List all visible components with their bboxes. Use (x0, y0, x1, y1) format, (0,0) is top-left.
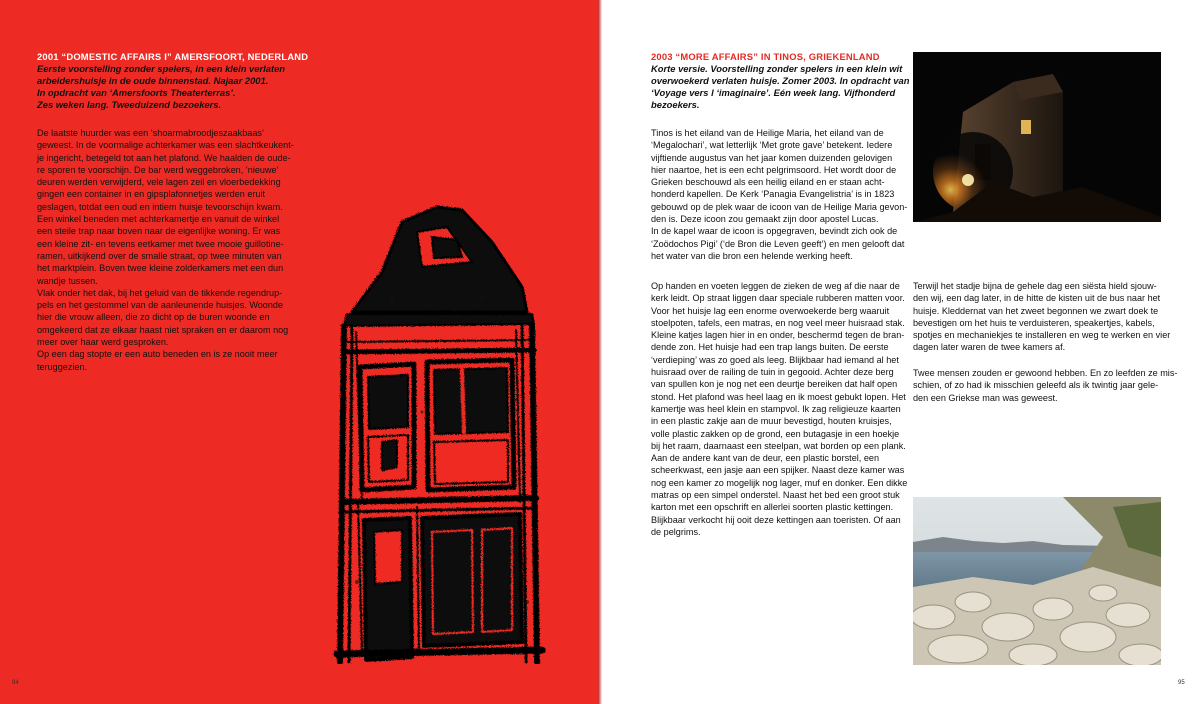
subtitle-line: arbeidershuisje in de oude binnenstad. Najaar 2001. (37, 75, 269, 86)
house-sketch-illustration (322, 202, 554, 664)
night-house-photo (913, 52, 1161, 222)
body-line: Aan de andere kant van de deur, een plastic borstel, een (651, 453, 880, 464)
body-line: vijftiende augustus van het jaar komen duizenden gelovigen (651, 152, 893, 163)
subtitle-line: overwoekerd verlaten huisje. Zomer 2003. In opdracht van (651, 75, 910, 86)
body-line: karton met een opschrift en allerlei soorten plastic kettingen. (651, 502, 894, 513)
body-line: meer over haar werd gesproken. (37, 337, 169, 348)
subtitle-line: bezoekers. (651, 99, 700, 110)
body-line: gingen een container in en gipsplafonnetjes werden eruit (37, 189, 266, 200)
left-subtitle (37, 63, 285, 111)
body-line: Terwijl het stadje bijna de gehele dag een siësta hield sjouw- (913, 281, 1157, 291)
body-line: je ingericht, betegeld tot aan het plafond. We haalden de oude- (37, 152, 291, 163)
body-line: kamertje was heel klein en stampvol. Ik zag religieuze kaarten (651, 403, 901, 414)
subtitle-line: Korte versie. Voorstelling zonder spelers in een klein wit (651, 63, 903, 74)
rocky-coast-photo-graphic (913, 497, 1161, 665)
body-line: den een Griekse man was geweest. (913, 392, 1058, 403)
body-line: Grieken beschouwd als een heilig eiland en er staan acht- (651, 177, 885, 188)
left-body-text (37, 127, 294, 373)
subtitle-line: In opdracht van ‘Amersfoorts Theaterterras’. (37, 87, 236, 98)
body-line: De laatste huurder was een ‘shoarmabroodjeszaakbaas’ (37, 128, 264, 138)
body-line: Kleine katjes lagen hier in en onder, beschermd tegen de bran- (651, 330, 905, 341)
body-line: re sporen te voorschijn. De bar werd weggebroken, ‘nieuwe’ (37, 164, 279, 175)
body-line: omgekeerd dat ze elkaar haast niet spraken en er daarom nog (37, 324, 289, 335)
body-line: huisje. Kleddernat van het zweet begonnen we zwart doek te (913, 305, 1159, 316)
left-heading: 2001 “DOMESTIC AFFAIRS I” AMERSFOORT, NEDERLAND (37, 51, 309, 62)
body-line: stond. Het plafond was heel laag en ik moest gebukt lopen. Het (651, 391, 906, 402)
body-line: ‘Zoödochos Pigi’ (‘de Bron die Leven geeft’) en men gelooft dat (651, 238, 905, 249)
subtitle-line: Eerste voorstelling zonder spelers, in een klein verlaten (37, 63, 286, 74)
body-line: Op een dag stopte er een auto beneden en is ze nooit meer (37, 349, 278, 360)
body-line: stoelpoten, tafels, een matras, en nog veel meer huisraad stak. (651, 317, 905, 328)
body-line: Blijkbaar verkocht hij ooit deze kettingen aan toeristen. Of aan (651, 514, 901, 525)
body-line: geslagen, totdat een oud en intiem huisje tevoorschijn kwam. (37, 201, 283, 212)
body-line: honderd kapellen. De Kerk ‘Panagia Evangelistria’ is in 1823 (651, 189, 895, 200)
right-heading: 2003 “MORE AFFAIRS” IN TINOS, GRIEKENLAND (651, 51, 880, 62)
body-line: in een plastic zakje aan de muur bevestigd, houten kruisjes, (651, 416, 892, 427)
body-line: hier die vrouw alleen, die zo dicht op de buren woonde en (37, 312, 270, 323)
body-line: van spullen kon je nog net een deurtje bereiken dat half open (651, 379, 898, 390)
body-line: schien, of zo had ik misschien geleefd als ik twintig jaar gele- (913, 380, 1159, 391)
body-line: teruggezien. (37, 361, 88, 372)
body-line: Twee mensen zouden er gewoond hebben. En zo leefden ze mis- (913, 368, 1178, 378)
body-line: pels en het gestommel van de aanleunende huisjes. Woonde (37, 300, 284, 311)
page-number-left: 94 (12, 680, 19, 686)
body-line: Op handen en voeten leggen de zieken de weg af die naar de (651, 281, 900, 291)
right-body-text-2 (651, 280, 907, 538)
body-line: nog een kamer zo mogelijk nog lager, muf en donker. Een dikke (651, 477, 908, 488)
body-line: het marktplein. Boven twee kleine zolderkamers met een dun (37, 263, 284, 274)
body-line: Vlak onder het dak, bij het geluid van de tikkende regendrup- (37, 287, 283, 298)
rocky-coast-photo (913, 497, 1161, 665)
body-line: de pelgrims. (651, 526, 701, 537)
body-line: den wij, een dag later, in de hitte de kisten uit de bus naar het (913, 293, 1161, 304)
body-line: huisraad over de railing de tuin in gegooid. Achter deze berg (651, 367, 894, 378)
body-line: hier naartoe, het is een echt pelgrimsoord. Het wordt door de (651, 164, 897, 175)
body-line: matras op een simpel onderstel. Naast het bed een groot stuk (651, 490, 900, 501)
subtitle-line: Zes weken lang. Tweeduizend bezoekers. (37, 99, 222, 110)
body-line: gebouwd op de plek waar de icoon van de Heilige Maria gevon- (651, 201, 908, 212)
body-line: ramen, uitkijkend over de smalle straat, op twee minuten van (37, 250, 282, 261)
body-line: Een winkel beneden met achterkamertje en vanuit de winkel (37, 214, 280, 225)
right-body-text-1 (651, 127, 907, 262)
body-line: ‘verdieping’ was zo goed als leeg. Blijkbaar had iemand al het (651, 354, 899, 365)
body-line: Tinos is het eiland van de Heilige Maria, het eiland van de (651, 128, 884, 138)
body-line: een steile trap naar boven naar de eigenlijke woning. Er was (37, 226, 281, 237)
night-house-photo-graphic (913, 52, 1161, 222)
right-body-text-3 (913, 280, 1170, 354)
body-line: het water van die bron een helende werking heeft. (651, 250, 853, 261)
body-line: deuren werden verwijderd, vele lagen zeil en vloerbedekking (37, 177, 281, 188)
page-number-right: 95 (1178, 680, 1185, 686)
body-line: een kleine zit- en tevens eetkamer met twee mooie guillotine- (37, 238, 284, 249)
body-line: wandje tussen. (37, 275, 98, 286)
body-line: dende zon. Het huisje had een trap langs buiten. De eerste (651, 342, 889, 353)
right-body-text-4 (913, 367, 1177, 404)
body-line: scheerkwast, een jasje aan een spijker. Naast deze kamer was (651, 465, 905, 476)
body-line: geweest. In de voormalige achterkamer was een slachtkeukent- (37, 140, 294, 151)
body-line: bij het raam, daarnaast een steelpan, wat borden op een plank. (651, 440, 906, 451)
body-line: volle plastic zakken op de grond, een butagasje in een hoekje (651, 428, 900, 439)
body-line: dagen later waren de twee kamers af. (913, 342, 1066, 353)
body-line: den is. Deze icoon zou gemaakt zijn door apostel Lucas. (651, 214, 879, 225)
subtitle-line: ‘Voyage vers l ‘imaginaire’. Eén week lang. Vijfhonderd (651, 87, 896, 98)
body-line: spotjes en mechaniekjes te installeren en weg te werken en vier (913, 330, 1171, 341)
body-line: kerk leidt. Op straat liggen daar speciale rubberen matten voor. (651, 293, 905, 304)
body-line: In de kapel waar de icoon is opgegraven, bevindt zich ook de (651, 226, 898, 237)
page-gutter (598, 0, 602, 704)
body-line: Voor het huisje lag een enorme overwoekerde berg waaruit (651, 305, 890, 316)
right-subtitle (651, 63, 909, 111)
body-line: bevestigen om het huis te verduisteren, speakertjes, kabels, (913, 317, 1155, 328)
body-line: ‘Megalochari’, wat letterlijk ‘Met grote gave’ betekent. Iedere (651, 140, 893, 151)
